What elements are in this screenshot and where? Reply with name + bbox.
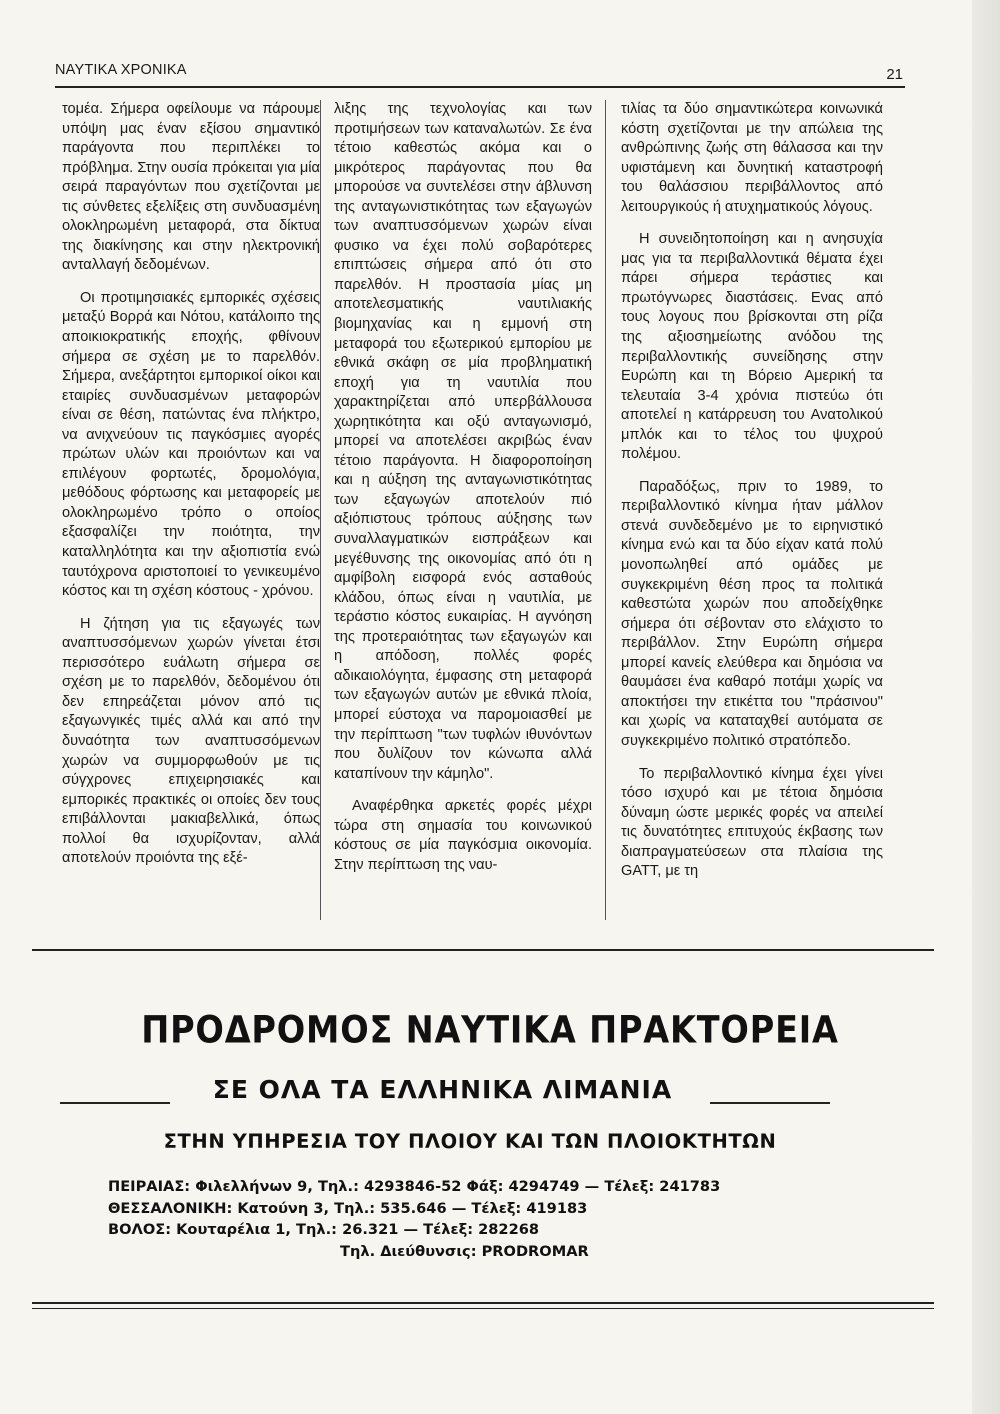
paragraph: λιξης της τεχνολογίας και των προτιμήσεων των καταναλωτών. Σε ένα τέτοιο καθεστώς ακόμα και ο μικρότερος παράγοντας που θα μπορούσε να συντελέσει στην άβλυνση της ανταγωνιστικότητας των εξαγωγών των αναπτυσσόμενων χωρών είναι φυσικο να έχει πολύ σοβαρότερες επιπτώσεις σήμερα από ότι στο παρελθόν. Η προστασία μίας μη αποτελεσματικής ναυτιλιακής βιομηχανίας και η εμμονή στη μεταφορά του εξωτερικού εμπορίου με εθνικά σκάφη σε μία προβληματική εποχή για τη ναυτιλία που χαρακτηρίζεται από υπερβάλλουσα χωρητικότητα και οξύ ανταγωνισμό, μπορεί να αποτελέσει ακριβώς έναν τέτοιο παράγοντα. Η διαφοροποίηση και η αύξηση της ανταγωνιστικότητας των εξαγωγών αποτελούν πιό αξιόπιστους τρόπους αύξησης των συναλλαγματικών εισπράξεων και μεγέθυνσης της οικονομίας από ότι η αμφίβολη εισφορά ενός ασταθούς κλάδου, όπως είναι η ναυτιλία, με τεράστιο κόστος ευκαιρίας. Η αγνόηση της προτεραιότητας των εξαγωγών και η απόδοση, πολλές φορές αδικαιολόγητα, έμφασης στη μεταφορά των εξαγωγών αυτών με εθνικά πλοία, μπορεί εύστοχα να παρομοιασθεί με την περίπτωση "των τυφλών ιθυνόντων που δυλίζουν τον κώνωπα αλλά καταπίνουν την κάμηλο". <box>334 101 592 782</box>
paragraph: Η συνειδητοποίηση και η ανησυχία μας για τα περιβαλλοντικά θέματα έχει πάρει σήμερα τεράστιες και πρωτόγνωρες διαστάσεις. Ενας από τους λογους που βρίσκονται στη ρίζα της αξιοσημείωτης ανόδου της περιβαλλοντικής συνείδησης στην Ευρώπη και τη Βόρειο Αμερική τα τελευταία 3-4 χρόνια πιστεύω ότι αποτελεί η κατάρρευση του Ανατολικού μπλόκ και το τέλος του ψυχρού πολέμου. <box>621 231 883 463</box>
paragraph: Η ζήτηση για τις εξαγωγές των αναπτυσσόμενων χωρών γίνεται έτσι περισσότερο ευάλωτη σήμερα σε σχέση με το παρελθόν, δεδομένου ότι δεν επηρεάζεται μόνον από τις εξαγωνγικές τιμές αλλά και από την δυναότητα των αναπτυσσόμενων χωρών να συμμορφωθούν με τις σύγχρονες επιχειρησιακές και εμπορικές πρακτικές οι οποίες δεν τους επιβάλλονται μακιαβελλικά, όπως πολλοί θα ισχυρίζονταν, αλλά αποτελούν προιόντα της εξέ- <box>62 615 320 867</box>
ad-bottom-rule-thin <box>32 1308 934 1309</box>
contact-line-volos: ΒΟΛΟΣ: Κουταρέλια 1, Τηλ.: 26.321 — Τέλεξ: 282268 <box>108 1221 540 1238</box>
paragraph: τομέα. Σήμερα οφείλουμε να πάρουμε υπόψη μας έναν εξίσου σημαντικό παράγοντα που περιπλέκει το πρόβλημα. Στην ουσία πρόκειται για μία σειρά παραγόντων που σχετίζονται με τις σύνθετες εξελίξεις στη συνδυασμένη ολοκληρωμένη μεταφορά, στα δίκτυα της διακίνησης και στην ηλεκτρονική ανταλλαγή δεδομένων. <box>62 101 320 274</box>
ad-contacts <box>108 1176 808 1262</box>
telegraphic-address: Τηλ. Διεύθυνσις: PRODROMAR <box>340 1242 589 1260</box>
publication-title: ΝΑΥΤΙΚΑ ΧΡΟΝΙΚΑ <box>55 62 187 78</box>
article-column-2 <box>334 100 592 930</box>
column-divider <box>605 100 606 920</box>
ad-bottom-rule <box>32 1302 934 1304</box>
article-column-3 <box>621 100 883 930</box>
paragraph: Παραδόξως, πριν το 1989, το περιβαλλοντικό κίνημα ήταν μάλλον στενά συνδεδεμένο με το ειρηνιστικό κίνημα ενώ και τα δύο είχαν κατά πολύ μονοπωληθεί από ομάδες με συγκεκριμένη θέση προς τα πολιτικά καθεστώτα χωρών που αποδείχθηκε σήμερα ότι σέβονταν στο ελάχιστο το περιβάλλον. Στην Ευρώπη σήμερα μπορεί κανείς ελεύθερα και δημόσια να θαυμάσει ένα καθαρό ποτάμι χωρίς να αποκτήσει την ετικέττα του "πράσινου" και χωρίς να καταταχθεί αυτόματα σε συγκεκριμένο πολιτικό στρατόπεδο. <box>621 478 883 749</box>
page-number: 21 <box>886 66 903 83</box>
ad-subheadline: ΣΕ ΟΛΑ ΤΑ ΕΛΛΗΝΙΚΑ ΛΙΜΑΝΙΑ <box>212 1075 673 1104</box>
ad-headline: ΠΡΟΔΡΟΜΟΣ ΝΑΥΤΙΚΑ ΠΡΑΚΤΟΡΕΙΑ <box>141 1008 839 1052</box>
ad-subheadline-row <box>60 1075 920 1115</box>
paragraph: Οι προτιμησιακές εμπορικές σχέσεις μεταξύ Βορρά και Νότου, κατάλοιπο της αποικιοκρατικής εποχής, φθίνουν σήμερα σε σχέση με το παρελθόν. Σήμερα, ανεξάρτητοι εμπορικοί οίκοι και εταιρίες συνδυασμένων μεταφορών είναι σε θέση, πατώντας ένα πλήκτρο, να ανιχνεύουν τις παγκόσμιες αγορές πρώτων υλών και προιόντων και να επιλέγουν φορτωτές, δρομολόγια, μεθόδους φόρτωσης και μεταφορείς με ολοκληρωμένο τρόπο ο οποίος εξασφαλίζει την ποιότητα, την καταλληλότητα και την αξιοπιστία ενώ ταυτόχρονα αριστοποιεί το γενικευμένο κόστος και τη σχέση κόστους - χρόνου. <box>62 289 320 600</box>
column-divider <box>320 100 321 920</box>
decorative-rule <box>60 1102 170 1104</box>
running-header <box>55 60 905 88</box>
decorative-rule <box>710 1102 830 1104</box>
paragraph: Το περιβαλλοντικό κίνημα έχει γίνει τόσο ισχυρό και με τέτοια δημόσια δύναμη ώστε μερικές φορές να απειλεί τις δυνατότητες επιτυχούς έκβασης των διαπραγματεύσεων στα πλαίσια της GATT, με τη <box>621 765 883 880</box>
paragraph: Αναφέρθηκα αρκετές φορές μέχρι τώρα στη σημασία του κοινωνικού κόστους σε μία παγκόσμια οικονομία. Στην περίπτωση της ναυ- <box>334 798 592 873</box>
ad-top-rule <box>32 949 934 951</box>
paragraph: τιλίας τα δύο σημαντικώτερα κοινωνικά κόστη σχετίζονται με την απώλεια της ανθρώπινης ζωής στη θάλασσα και την υφιστάμενη και δυνητική καταστροφή του θαλάσσιου περιβάλλοντος από λειτουργικούς ή ατυχηματικούς λόγους. <box>621 101 883 215</box>
ad-tagline: ΣΤΗΝ ΥΠΗΡΕΣΙΑ ΤΟΥ ΠΛΟΙΟΥ ΚΑΙ ΤΩΝ ΠΛΟΙΟΚΤΗΤΩΝ <box>163 1130 777 1153</box>
contact-line-thessaloniki: ΘΕΣΣΑΛΟΝΙΚΗ: Κατούνη 3, Τηλ.: 535.646 — Τέλεξ: 419183 <box>108 1199 588 1217</box>
page-edge <box>972 0 1000 1414</box>
contact-line-piraeus: ΠΕΙΡΑΙΑΣ: Φιλελλήνων 9, Τηλ.: 4293846-52 Φάξ: 4294749 — Τέλεξ: 241783 <box>108 1178 721 1195</box>
article-column-1 <box>62 100 320 930</box>
